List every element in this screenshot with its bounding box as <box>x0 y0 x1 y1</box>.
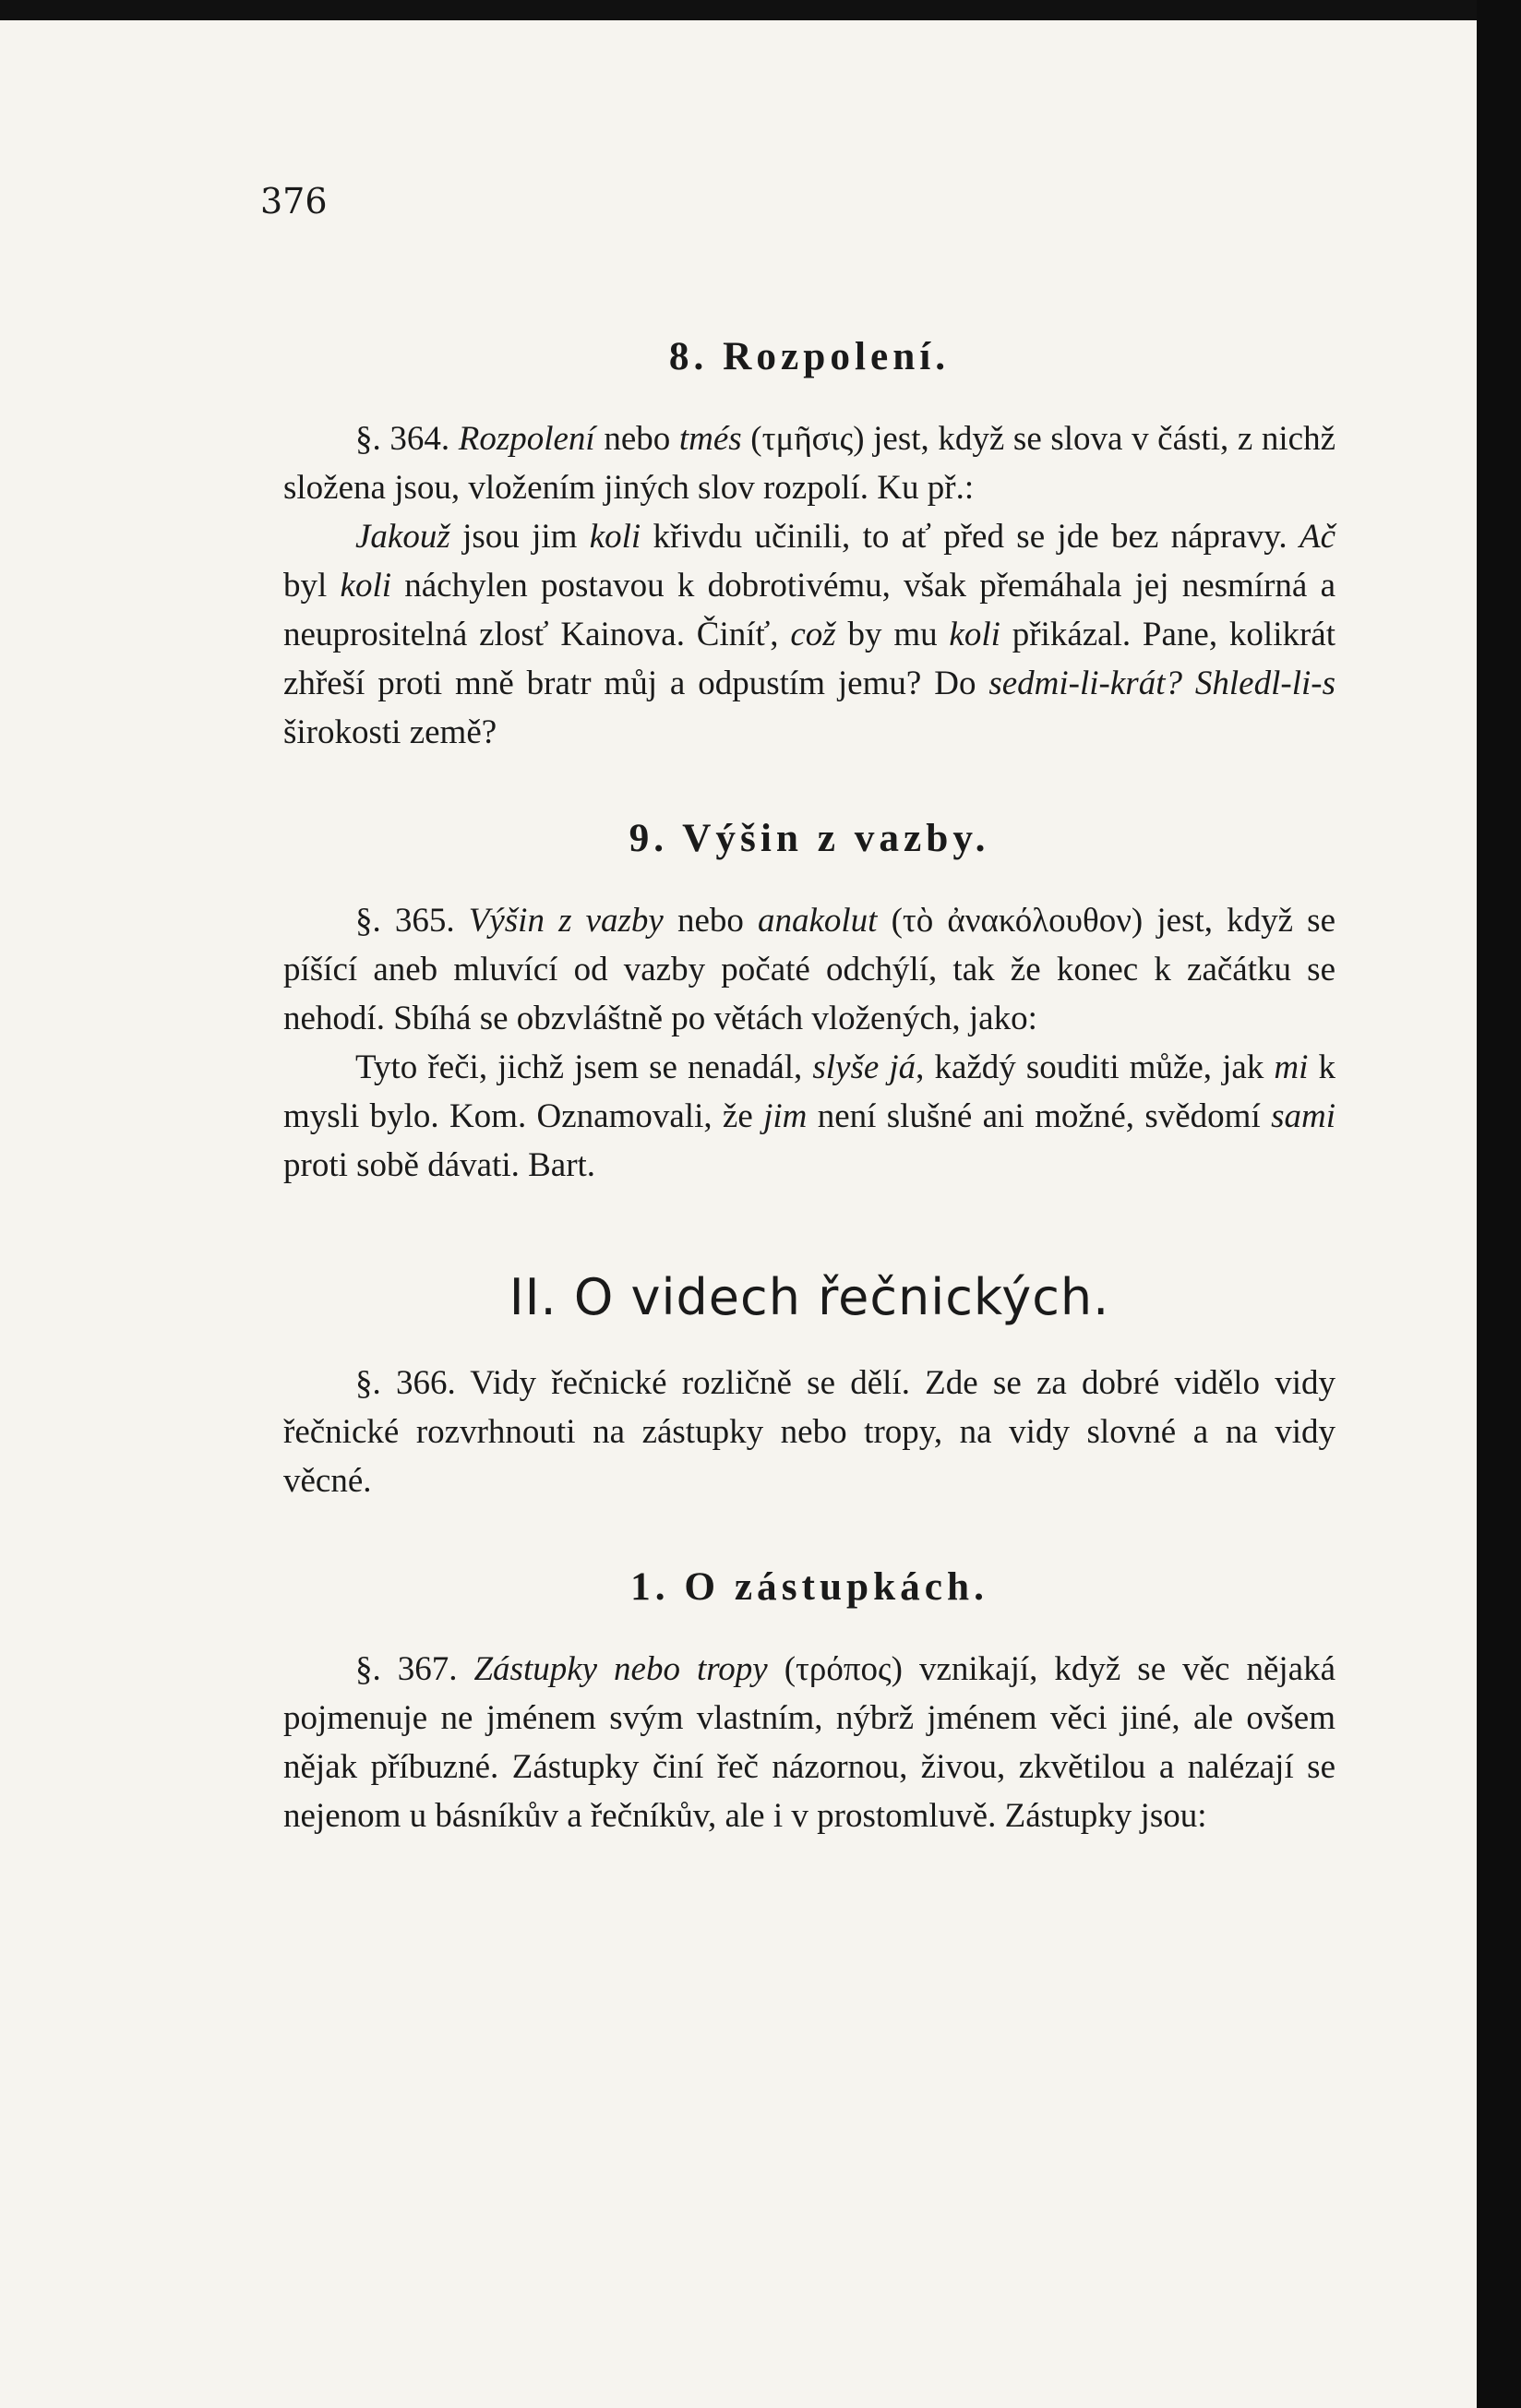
paragraph-364: §. 364. Rozpolení nebo tmés (τμῆσις) jest, když se slova v části, z nichž složena jsou, vložením jiných slov rozpolí. Ku př.: <box>283 420 1335 507</box>
section-heading-1: 1. O zástupkách. <box>630 1564 988 1609</box>
section-heading-8: 8. Rozpolení. <box>668 334 951 378</box>
paragraph-365: §. 365. Výšin z vazby nebo anakolut (τὸ ἀνακόλουθον) jest, když se píšící aneb mluvící od vazby počaté odchýlí, tak že konec k začátku se nehodí. Sbíhá se obzvláštně po větách vložených, jako: <box>283 902 1335 1037</box>
term: Zástupky nebo tropy <box>473 1650 768 1688</box>
page-number: 376 <box>260 181 328 222</box>
paragraph-367: §. 367. Zástupky nebo tropy (τρόπος) vznikají, když se věc nějaká pojmenuje ne jménem svým vlastním, nýbrž jménem věci jiné, ale ovšem nějak příbuzné. Zástupky činí řeč názornou, živou, zkvětilou a nalézají se nejenom u básníkův a řečníkův, ale i v prostomluvě. Zástupky jsou: <box>283 1650 1335 1835</box>
page-body <box>283 332 1335 1840</box>
paragraph-366: §. 366. Vidy řečnické rozličně se dělí. Zde se za dobré vidělo vidy řečnické rozvrhnouti na zástupky nebo tropy, na vidy slovné a na vidy věcné. <box>283 1364 1335 1500</box>
section-heading-9: 9. Výšin z vazby. <box>629 816 990 860</box>
top-scan-edge <box>0 0 1477 20</box>
paragraph-number: §. 365. <box>355 902 455 940</box>
paragraph-number: §. 364. <box>355 420 450 458</box>
examples-365: Tyto řeči, jichž jsem se nenadál, slyše já, každý souditi může, jak mi k mysli bylo. Kom. Oznamovali, že jim není slušné ani možné, svědomí sami proti sobě dávati. Bart. <box>283 1048 1335 1184</box>
term: Výšin z vazby <box>468 902 664 940</box>
paragraph-number: §. 367. <box>355 1650 458 1688</box>
term: Rozpolení <box>458 420 595 458</box>
chapter-heading-ii: II. O videch řečnických. <box>509 1268 1110 1326</box>
right-scan-edge <box>1477 0 1521 2408</box>
examples-364: Jakouž jsou jim koli křivdu učinili, to ať před se jde bez nápravy. Ač byl koli náchylen postavou k dobrotivému, však přemáhala jej nesmírná a neuprositelná zlosť Kainova. Činíť, což by mu koli přikázal. Pane, kolikrát zhřeší proti mně bratr můj a odpustím jemu? Do sedmi-li-krát? Shledl-li-s širokosti země? <box>283 518 1335 751</box>
